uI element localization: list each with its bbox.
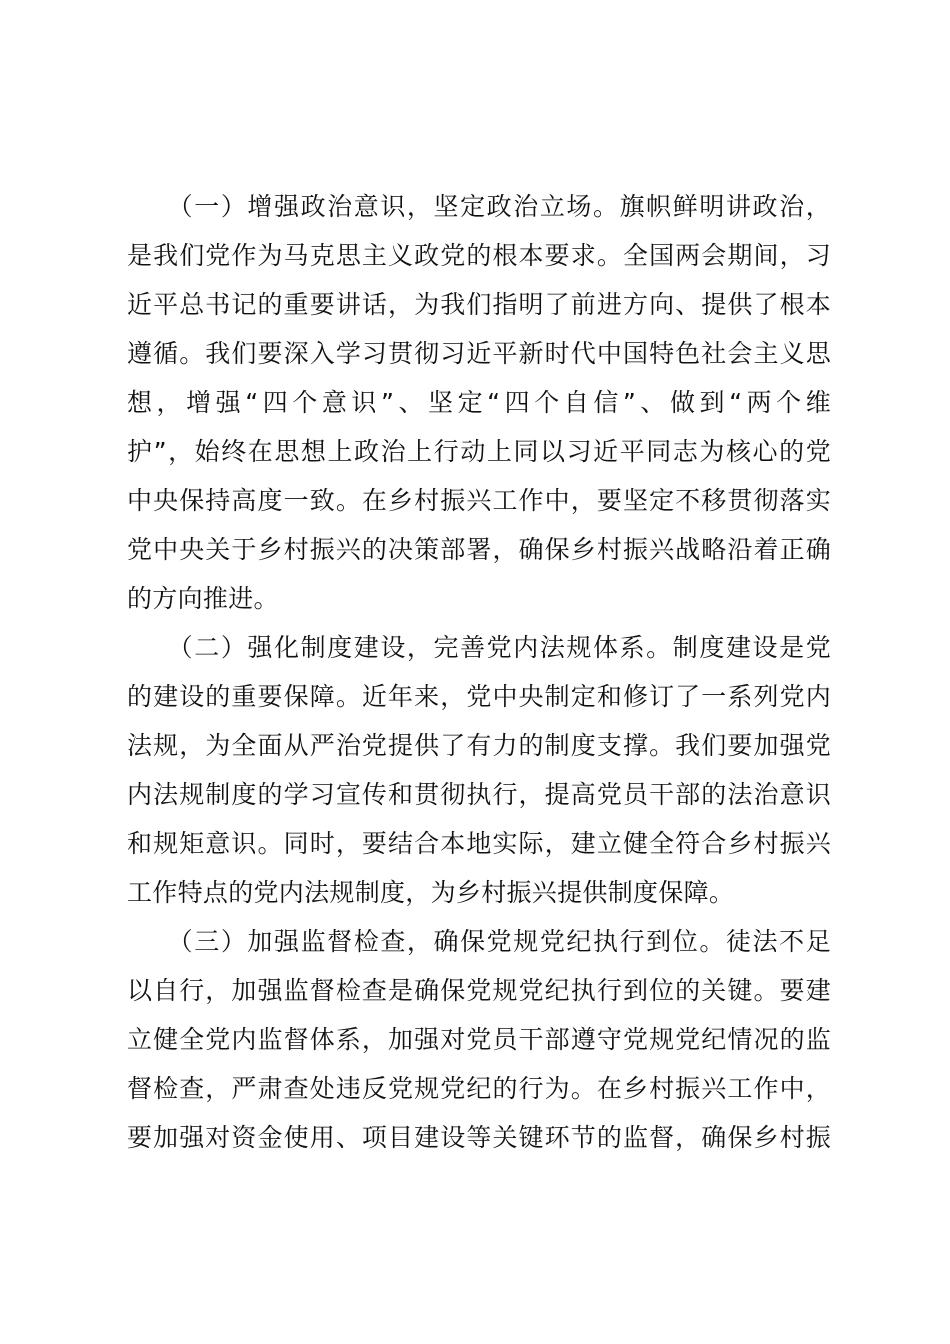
paragraph-line: 的建设的重要保障。近年来，党中央制定和修订了一系列党内 (127, 682, 831, 711)
paragraph-line: 中央保持高度一致。在乡村振兴工作中，要坚定不移贯彻落实 (127, 486, 831, 515)
paragraph-line: 是我们党作为马克思主义政党的根本要求。全国两会期间，习 (127, 241, 831, 270)
paragraph-line: 要加强对资金使用、项目建设等关键环节的监督，确保乡村振 (127, 1123, 831, 1152)
paragraph-line: 想，增强“四个意识”、坚定“四个自信”、做到“两个维 (127, 388, 831, 417)
paragraph-line: 的方向推进。 (127, 584, 279, 613)
paragraph-line: 近平总书记的重要讲话，为我们指明了前进方向、提供了根本 (127, 290, 831, 319)
paragraph-line: 工作特点的党内法规制度，为乡村振兴提供制度保障。 (127, 878, 735, 907)
paragraph-2 (127, 623, 831, 917)
document-body (127, 182, 831, 1162)
paragraph-line: 党中央关于乡村振兴的决策部署，确保乡村振兴战略沿着正确 (127, 535, 831, 564)
paragraph-line: 遵循。我们要深入学习贯彻习近平新时代中国特色社会主义思 (127, 339, 831, 368)
paragraph-line: 督检查，严肃查处违反党规党纪的行为。在乡村振兴工作中， (127, 1074, 831, 1103)
paragraph-line: 和规矩意识。同时，要结合本地实际，建立健全符合乡村振兴 (127, 829, 831, 858)
paragraph-line: （一）增强政治意识，坚定政治立场。旗帜鲜明讲政治， (127, 192, 831, 221)
paragraph-line: 法规，为全面从严治党提供了有力的制度支撑。我们要加强党 (127, 731, 831, 760)
paragraph-line: 以自行，加强监督检查是确保党规党纪执行到位的关键。要建 (127, 976, 831, 1005)
paragraph-line: （三）加强监督检查，确保党规党纪执行到位。徒法不足 (127, 927, 831, 956)
paragraph-3 (127, 917, 831, 1162)
paragraph-line: 立健全党内监督体系，加强对党员干部遵守党规党纪情况的监 (127, 1025, 831, 1054)
paragraph-1 (127, 182, 831, 623)
paragraph-line: 内法规制度的学习宣传和贯彻执行，提高党员干部的法治意识 (127, 780, 831, 809)
paragraph-line: 护”，始终在思想上政治上行动上同以习近平同志为核心的党 (127, 437, 831, 466)
paragraph-line: （二）强化制度建设，完善党内法规体系。制度建设是党 (127, 633, 831, 662)
